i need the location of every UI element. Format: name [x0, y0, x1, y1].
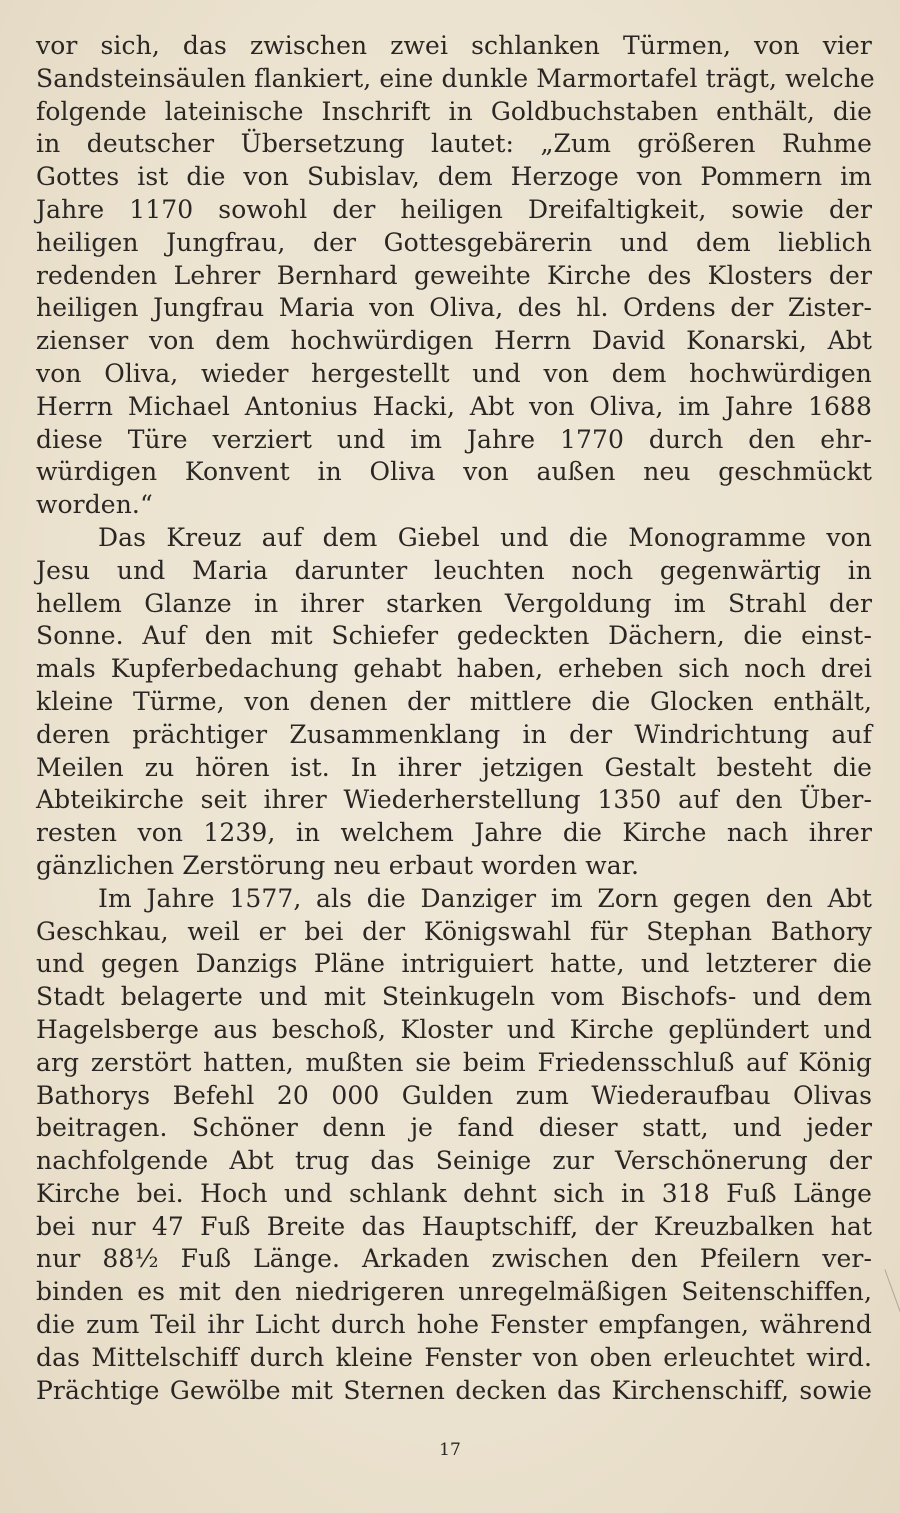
- text-line: redenden Lehrer Bernhard geweihte Kirche des Klosters der: [36, 260, 872, 290]
- text-line: Kirche bei. Hoch und schlank dehnt sich in 318 Fuß Länge: [36, 1178, 872, 1208]
- text-line: zienser von dem hochwürdigen Herrn David Konarski, Abt: [36, 326, 872, 356]
- text-line: und gegen Danzigs Pläne intriguiert hatte, und letzterer die: [36, 949, 872, 979]
- text-line: Stadt belagerte und mit Steinkugeln vom Bischofs- und dem: [36, 982, 872, 1012]
- text-line: heiligen Jungfrau, der Gottesgebärerin und dem lieblich: [36, 227, 872, 257]
- page-edge-mark: [871, 1269, 900, 1331]
- text-line: folgende lateinische Inschrift in Goldbuchstaben enthält, die: [36, 96, 872, 126]
- text-line: Prächtige Gewölbe mit Sternen decken das Kirchenschiff, sowie: [36, 1375, 872, 1405]
- text-line: Gottes ist die von Subislav, dem Herzoge von Pommern im: [36, 162, 872, 192]
- text-line: Geschkau, weil er bei der Königswahl für Stephan Bathory: [36, 916, 872, 946]
- body-text: [36, 30, 875, 1407]
- text-line: Meilen zu hören ist. In ihrer jetzigen Gestalt besteht die: [36, 752, 872, 782]
- text-line: Bathorys Befehl 20 000 Gulden zum Wiederaufbau Olivas: [36, 1080, 872, 1110]
- text-line: nur 88½ Fuß Länge. Arkaden zwischen den Pfeilern ver-: [36, 1244, 872, 1274]
- text-line: würdigen Konvent in Oliva von außen neu geschmückt: [36, 457, 872, 487]
- text-line: nachfolgende Abt trug das Seinige zur Verschönerung der: [36, 1146, 872, 1176]
- text-line: gänzlichen Zerstörung neu erbaut worden war.: [36, 850, 640, 880]
- text-line: binden es mit den niedrigeren unregelmäßigen Seitenschiffen,: [36, 1277, 872, 1307]
- text-line: von Oliva, wieder hergestellt und von dem hochwürdigen: [36, 358, 872, 388]
- text-line: resten von 1239, in welchem Jahre die Kirche nach ihrer: [36, 818, 872, 848]
- text-line: diese Türe verziert und im Jahre 1770 durch den ehr-: [36, 424, 872, 454]
- text-line: Herrn Michael Antonius Hacki, Abt von Oliva, im Jahre 1688: [36, 391, 872, 421]
- text-line: worden.“: [36, 490, 153, 520]
- text-line: kleine Türme, von denen der mittlere die Glocken enthält,: [36, 686, 872, 716]
- text-line: Jahre 1170 sowohl der heiligen Dreifaltigkeit, sowie der: [36, 194, 872, 224]
- text-line: Sonne. Auf den mit Schiefer gedeckten Dächern, die einst-: [36, 621, 872, 651]
- text-line: vor sich, das zwischen zwei schlanken Türmen, von vier: [36, 31, 872, 60]
- text-line: hellem Glanze in ihrer starken Vergoldung im Strahl der: [36, 588, 872, 618]
- text-line: Abteikirche seit ihrer Wiederherstellung 1350 auf den Über-: [36, 785, 872, 815]
- text-line: die zum Teil ihr Licht durch hohe Fenster empfangen, während: [36, 1310, 872, 1340]
- text-line: heiligen Jungfrau Maria von Oliva, des hl. Ordens der Zister-: [36, 293, 872, 323]
- text-line: Sandsteinsäulen flankiert, eine dunkle Marmortafel trägt, welche: [36, 63, 875, 93]
- text-line: Hagelsberge aus beschoß, Kloster und Kirche geplündert und: [36, 1014, 872, 1044]
- text-line: Im Jahre 1577, als die Danziger im Zorn gegen den Abt: [98, 883, 872, 913]
- text-line: deren prächtiger Zusammenklang in der Windrichtung auf: [36, 719, 872, 749]
- text-line: arg zerstört hatten, mußten sie beim Friedensschluß auf König: [36, 1047, 872, 1077]
- text-line: Das Kreuz auf dem Giebel und die Monogramme von: [98, 522, 872, 552]
- page-number: 17: [439, 1440, 461, 1460]
- text-line: beitragen. Schöner denn je fand dieser statt, und jeder: [36, 1113, 872, 1143]
- text-line: in deutscher Übersetzung lautet: „Zum größeren Ruhme: [36, 129, 872, 159]
- text-line: mals Kupferbedachung gehabt haben, erheben sich noch drei: [36, 654, 872, 684]
- text-line: bei nur 47 Fuß Breite das Hauptschiff, der Kreuzbalken hat: [36, 1211, 872, 1241]
- text-line: Jesu und Maria darunter leuchten noch gegenwärtig in: [36, 555, 872, 585]
- text-line: das Mittelschiff durch kleine Fenster von oben erleuchtet wird.: [36, 1342, 872, 1372]
